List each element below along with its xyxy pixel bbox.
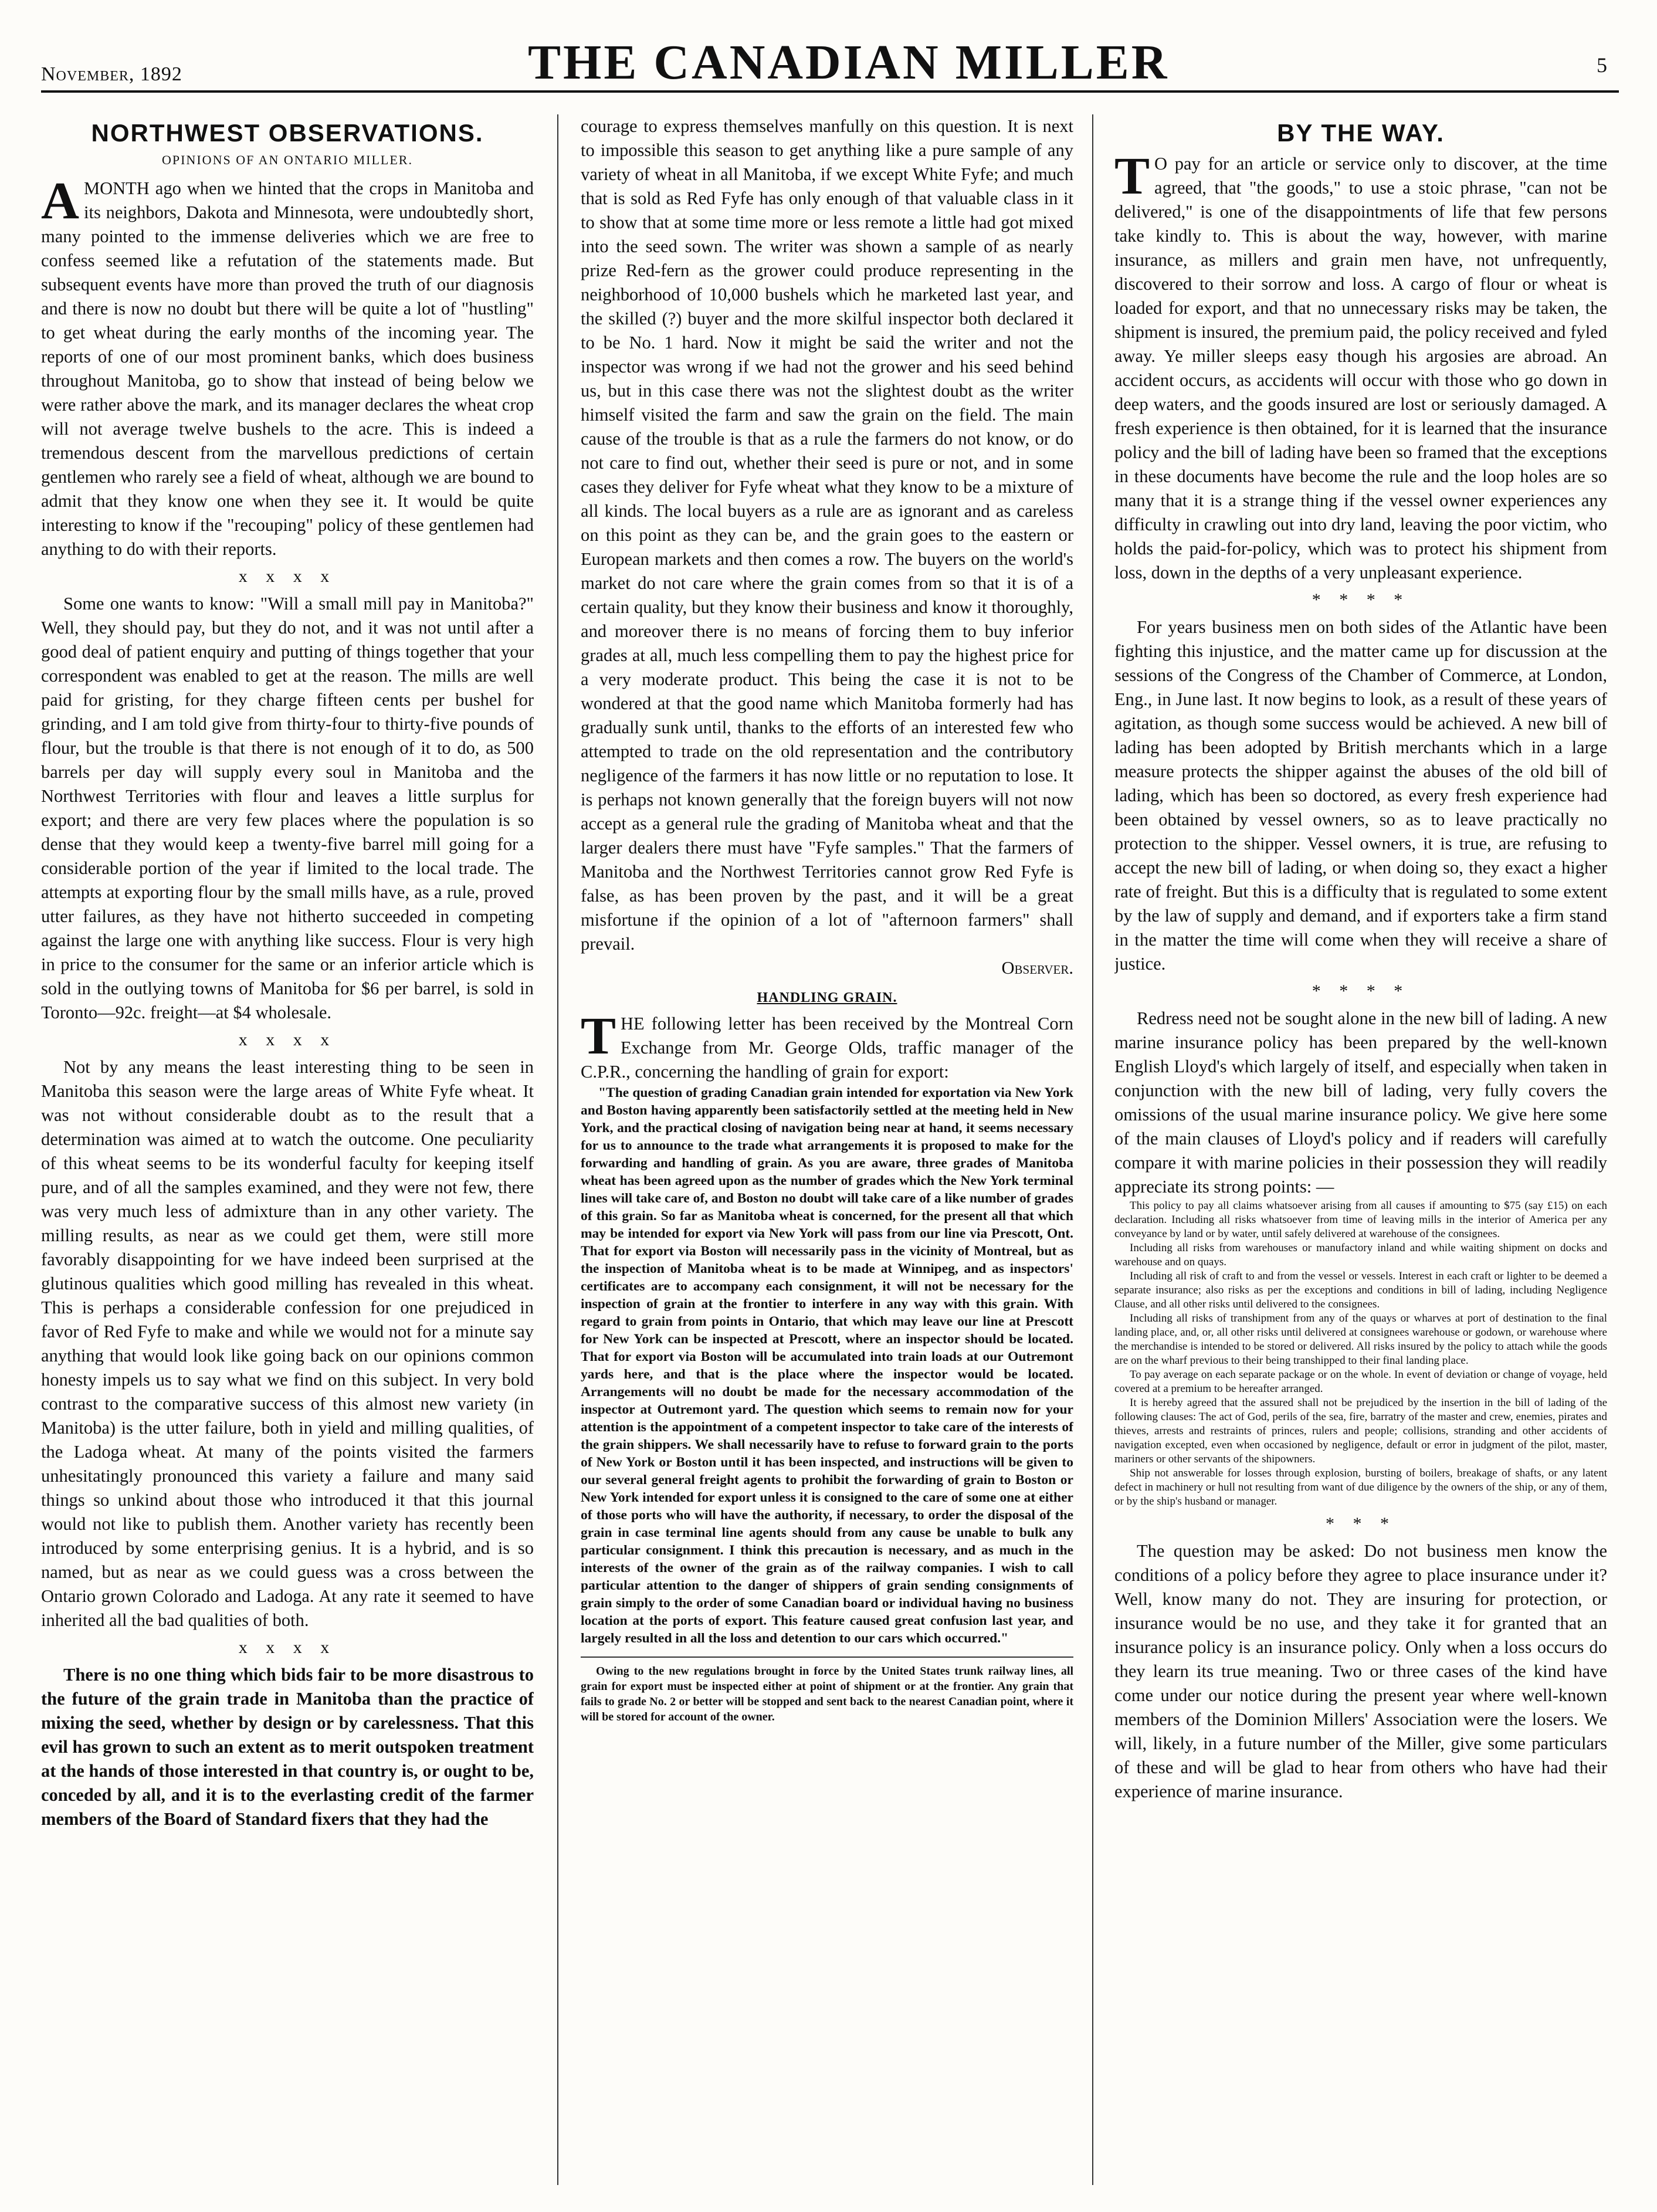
section-separator: x x x x: [238, 567, 337, 586]
column-3: [1114, 114, 1607, 2185]
masthead: [41, 29, 1619, 94]
footnote: [581, 1657, 1073, 1725]
issue-date: November, 1892: [41, 63, 182, 85]
article-paragraph: courage to express themselves manfully on this question. It is next to impossible this season to get anything like a pure sample of any variety of wheat in all Manitoba, if we except White Fyfe; and much that is sold as Red Fyfe has only enough of that valuable class in it to show that at some time more or less remote a little had got mixed into the seed sown. The writer was shown a sample of as nearly prize Red-fern as the grower could produce representing in the neighborhood of 10,000 bushels which he marketed last year, and the skilled (?) buyer and the more skilful inspector both declared it to be No. 1 hard. Now it might be said the writer and not the inspector was wrong if we had not the grower and his seed behind us, but in this case there was not the slightest doubt as the writer himself visited the farm and saw the grain on the field. The main cause of the trouble is that as a rule the farmers do not know, or do not care to find out, whether their seed is pure or not, and in some cases they deliver for Fyfe wheat what they know to be a mixture of all kinds. The local buyers as a rule are as ignorant and as careless on this point as they can be, and the grain goes to the eastern or European markets and then comes a row. The buyers on the world's market do not care where the grain comes from so that it is of a certain quality, but they know their business and know it thoroughly, and moreover there is no means of forcing them to buy inferior grades at all, much less compelling them to pay the highest price for a very moderate product. This being the case it is not to be wondered at that the good name which Manitoba formerly had has gradually sunk until, thanks to the efforts of an interested few who attempted to trade on the old representation and the contributory negligence of the farmers it has now little or no reputation to lose. It is perhaps not known generally that the foreign buyers will not now accept as a general rule the grading of Manitoba wheat and that the larger dealers there must have "Fyfe samples." That the farmers of Manitoba and the Northwest Territories cannot grow Red Fyfe is false, as has been proven by the past, and it will be a great misfortune if the opinion of a lot of "afternoon farmers" shall prevail.: [581, 116, 1073, 954]
column-1: [41, 114, 534, 2185]
policy-clause: To pay average on each separate package or on the whole. In event of deviation or change of voyage, held covered at a premium to be hereafter arranged.: [1114, 1368, 1607, 1395]
section-separator: x x x x: [238, 1638, 337, 1657]
quoted-letter: [581, 1084, 1073, 1647]
article-headline: BY THE WAY.: [1277, 119, 1445, 147]
article-paragraph: T O pay for an article or service only to discover, at the time agreed, that "the goods," to use a stoic phrase, "can not be delivered," is one of the disappointments of life that few persons take kindly to. This is about the way, however, with marine insurance, as millers and grain men have, not unfrequently, discovered to their sorrow and loss. A cargo of flour or wheat is loaded for export, and that no unnecessary risks may be taken, the shipment is insured, the premium paid, the policy received and fyled away. Ye miller sleeps easy though his argosies are abroad. An accident occurs, as accidents will occur with those who go down in deep waters, and the goods insured are lost or seriously damaged. A fresh experience is then obtained, for it is learned that the insurance policy and the bill of lading have been so framed that the exceptions in these documents have become the rule and the loop holes are so many that it is a strange thing if the vessel owner experiences any difficulty in crawling out into dry land, leaving the poor victim, who holds the paid-for-policy, which was to protect his shipment from loss, down in the depths of a very unpleasant experience.: [1114, 147, 1607, 582]
policy-clause: It is hereby agreed that the assured shall not be prejudiced by the insertion in the bill of lading of the following clauses: The act of God, perils of the sea, fire, barratry of the master and crew, enemies, pirates and thieves, arrests and restraints of princes, rulers and people; collisions, stranding and other accidents of navigation excepted, even when occasioned by negligence, default or error in judgment of the pilot, master, mariners or other servants of the shipowners.: [1114, 1397, 1607, 1465]
section-separator: * * * *: [1312, 590, 1410, 609]
article-paragraph: Redress need not be sought alone in the new bill of lading. A new marine insurance policy has been prepared by the well-known English Lloyd's which largely of itself, and especially when taken in conjunction with the new bill of lading, very fully covers the omissions of the usual marine insurance policy. We give here some of the main clauses of Lloyd's policy and if readers will carefully compare it with marine policies in their possession they will readily appreciate its strong points: —: [1114, 1008, 1607, 1197]
policy-clause: This policy to pay all claims whatsoever arising from all causes if amounting to $75 (say £15) on each declaration. Including all risks whatsoever from time of leaving mills in the interior of America per any conveyance by land or by water, until safely delivered at warehouse of the consignees.: [1114, 1200, 1607, 1240]
article-headline: NORTHWEST OBSERVATIONS.: [91, 119, 484, 147]
policy-clause: Including all risks from warehouses or manufactory inland and while waiting shipment on docks and warehouse and on quays.: [1114, 1242, 1607, 1268]
column-2: [581, 114, 1073, 2185]
column-divider: [557, 114, 558, 2185]
article-subhead: OPINIONS OF AN ONTARIO MILLER.: [162, 153, 413, 167]
policy-clauses: [1114, 1199, 1607, 1509]
policy-clause: Including all risk of craft to and from the vessel or vessels. Interest in each craft or lighter to be deemed a separate insurance; also risks as per the exceptions and conditions in bill of lading, including Negligence Clause, and all other risks until delivered to the consignees.: [1114, 1270, 1607, 1310]
section-separator: * * *: [1326, 1514, 1396, 1533]
masthead-rule: [41, 90, 1619, 93]
article-paragraph: There is no one thing which bids fair to be more disastrous to the future of the grain trade in Manitoba than the practice of mixing the seed, whether by design or by carelessness. That this evil has grown to such an extent as to merit outspoken treatment at the hands of those interested in that country is, or ought to be, conceded by all, and it is to the everlasting credit of the farmer members of the Board of Standard fixers that they had the: [41, 1665, 534, 1829]
footnote-text: Owing to the new regulations brought in force by the United States trunk railway lines, all grain for export must be inspected either at point of shipment or at the frontier. Any grain that fails to grade No. 2 or better will be stopped and sent back to the nearest Canadian point, where it will be stored for account of the owner.: [581, 1665, 1073, 1723]
policy-clause: Ship not answerable for losses through explosion, bursting of boilers, breakage of shafts, or any latent defect in machinery or hull not resulting from want of due diligence by the owners of the ship, or any of them, or by the ship's husband or manager.: [1114, 1467, 1607, 1508]
drop-cap: T: [1114, 147, 1150, 205]
newspaper-title: THE CANADIAN MILLER: [528, 35, 1170, 90]
page-number: 5: [1597, 53, 1607, 77]
article-headline: HANDLING GRAIN.: [757, 990, 897, 1005]
article-intro: THE following letter has been received by the Montreal Corn Exchange from Mr. George Olds, traffic manager of the C.P.R., concerning the handling of grain for export:: [581, 1007, 1073, 1082]
article-signature: Observer.: [1001, 958, 1073, 978]
article-paragraph: Some one wants to know: "Will a small mill pay in Manitoba?" Well, they should pay, but they do not, and it was not until after a good deal of patient enquiry and putting of things together that your correspondent was enabled to get at the reason. The mills are well paid for gristing, for they charge fifteen cents per bushel for grinding, and I am told give from thirty-four to thirty-five pounds of flour, but the trouble is that there is not enough of it to do, as 500 barrels per day will supply every soul in Manitoba and the Northwest Territories with flour and leaves a little surplus for export; and there are very few places where the population is so dense that they would keep a twenty-five barrel mill going for a considerable portion of the year if limited to the local trade. The attempts at exporting flour by the small mills have, as a rule, proved utter failures, as they have not hitherto succeeded in competing against the large one with anything like success. Flour is very high in price to the consumer for the same or an inferior article which is sold in the outlying towns of Manitoba for $6 per barrel, is sold in Toronto—92c. freight—at $4 wholesale.: [41, 594, 534, 1022]
drop-cap: T: [581, 1007, 616, 1065]
policy-clause: Including all risks of transhipment from any of the quays or wharves at port of destination to the final landing place, and, or, all other risks until delivered at consignees warehouse or godown, or warehouse where the merchandise is intended to be stored or delivered. All risks insured by the policy to attach while the goods are on the wharf previous to their being transhipped to their final landing place.: [1114, 1312, 1607, 1367]
section-separator: x x x x: [238, 1030, 337, 1049]
article-paragraph: The question may be asked: Do not business men know the conditions of a policy before they agree to place insurance under it? Well, know many do not. They are insuring for protection, or insurance would be no use, and they take it for granted that an insurance policy is an insurance policy. Only when a loss occurs do they learn its true meaning. Two or three cases of the kind have come under our notice during the present year where well-known members of the Dominion Millers' Association were the losers. We will, likely, in a future number of the Miller, give some particulars of these and will be glad to hear from others who have had their experience of marine insurance.: [1114, 1541, 1607, 1801]
letter-text: "The question of grading Canadian grain intended for exportation via New York and Boston having apparently been satisfactorily settled at the meeting held in New York, and the practical closing of navigation being near at hand, it seems necessary for us to announce to the trade what arrangements it is proposed to make for the forwarding and handling of grain. As you are aware, three grades of Manitoba wheat has been agreed upon as the number of grades which the New York terminal lines will take care of, and Boston no doubt will take care of a like number of grades of this grain. So far as Manitoba wheat is concerned, for the present all that which may be intended for export via New York will pass from our line via Prescott, Ont. That for export via Boston will necessarily pass in the vicinity of Montreal, but as the inspection of Manitoba wheat is to be made at Winnipeg, and as inspectors' certificates are to accompany each consignment, it will not be necessary for the inspection of grain at the frontier to interfere in any way with this grain. With regard to grain from points in Ontario, that which may leave our line at Prescott for New York can be inspected at Prescott, where an inspector should be located. That for export via Boston will be accumulated into train loads at our Outremont yards here, and that is the place where the inspector would be located. Arrangements will no doubt be made for the necessary accommodation of the inspector at Outremont yard. The question which seems to remain now for your attention is the appointment of a competent inspector to take care of the interests of the grain shippers. We shall necessarily have to refuse to forward grain to the ports of New York or Boston until it has been inspected, and instructions will be given to our several general freight agents to prohibit the forwarding of grain to Boston or New York intended for export unless it is consigned to the care of some one at either of those ports who will have the authority, if necessary, to order the disposal of the grain in case terminal line agents should from any cause be unable to bulk any particular consignment. I think this precaution is necessary, and as much in the interests of the owner of the grain as of the railway companies. I wish to call particular attention to the danger of shippers of grain sending consignments of grain simply to the order of some Canadian board or individual having no business location at the ports of export. This feature caused great confusion last year, and largely resulted in all the loss and detention to our cars which occurred.": [581, 1085, 1073, 1646]
section-separator: * * * *: [1312, 981, 1410, 1001]
drop-cap: A: [41, 172, 79, 230]
article-paragraph: Not by any means the least interesting thing to be seen in Manitoba this season were the large areas of White Fyfe wheat. It was not without considerable doubt as to the result that a determination was aimed at to watch the outcome. One peculiarity of this wheat seems to be its wonderful faculty for keeping itself pure, and of all the samples examined, and they were not few, there was very much less of admixture than in any other variety. The milling results, as near as we could get them, were still more favorably disappointing for we have indeed been surprised at the glutinous qualities which good milling has revealed in this wheat. This is perhaps a considerable confession for one prejudiced in favor of Red Fyfe to make and while we would not for a minute say anything that would look like going back on our opinions common honesty impels us to say what we find on this subject. In very bold contrast to the comparative success of this almost new variety (in Manitoba) is the utter failure, both in yield and milling qualities, of the Ladoga wheat. At many of the points visited the farmers unhesitatingly pronounced this variety a failure and many said things so unkind about those who introduced it that this journal would not like to publish them. Another variety has recently been introduced by some enterprising genius. It is a hybrid, and is so named, but as near as we could guess was a cross between the Ontario grown Colorado and Ladoga. At any rate it seemed to have inherited all the bad qualities of both.: [41, 1057, 534, 1630]
article-paragraph: AMONTH ago when we hinted that the crops in Manitoba and its neighbors, Dakota and Minnesota, were undoubtedly short, many pointed to the immense deliveries which we are free to confess seemed like a refutation of the statements made. But subsequent events have more than proved the truth of our diagnosis and there is now no doubt but there will be quite a lot of "hustling" to get wheat during the early months of the incoming year. The reports of one of our most prominent banks, which does business throughout Manitoba, go to show that instead of being below we were rather above the mark, and its manager declares the wheat crop will not average twelve bushels to the acre. This is indeed a tremendous descent from the marvellous predictions of certain gentlemen who rarely see a field of wheat, although we are bound to admit that they know one when they see it. It would be quite interesting to know if the "recouping" policy of these gentlemen had anything to do with their reports.: [41, 172, 534, 559]
article-paragraph: For years business men on both sides of the Atlantic have been fighting this injustice, and the matter came up for discussion at the sessions of the Congress of the Chamber of Commerce, at London, Eng., in June last. It now begins to look, as a result of these years of agitation, as though some success would be achieved. A new bill of lading has been adopted by British merchants which in a large measure protects the shipper against the abuses of the old bill of lading, which has been so doctored, as every fresh experience had been obtained by vessel owners, so as to leave practically no protection to the shipper. Vessel owners, it is true, are refusing to accept the new bill of lading, or when doing so, they exact a higher rate of freight. But this is a difficulty that is regulated to some extent by the law of supply and demand, and if exporters take a firm stand in the matter the time will come when they will receive a share of justice.: [1114, 617, 1607, 974]
column-divider: [1092, 114, 1093, 2185]
